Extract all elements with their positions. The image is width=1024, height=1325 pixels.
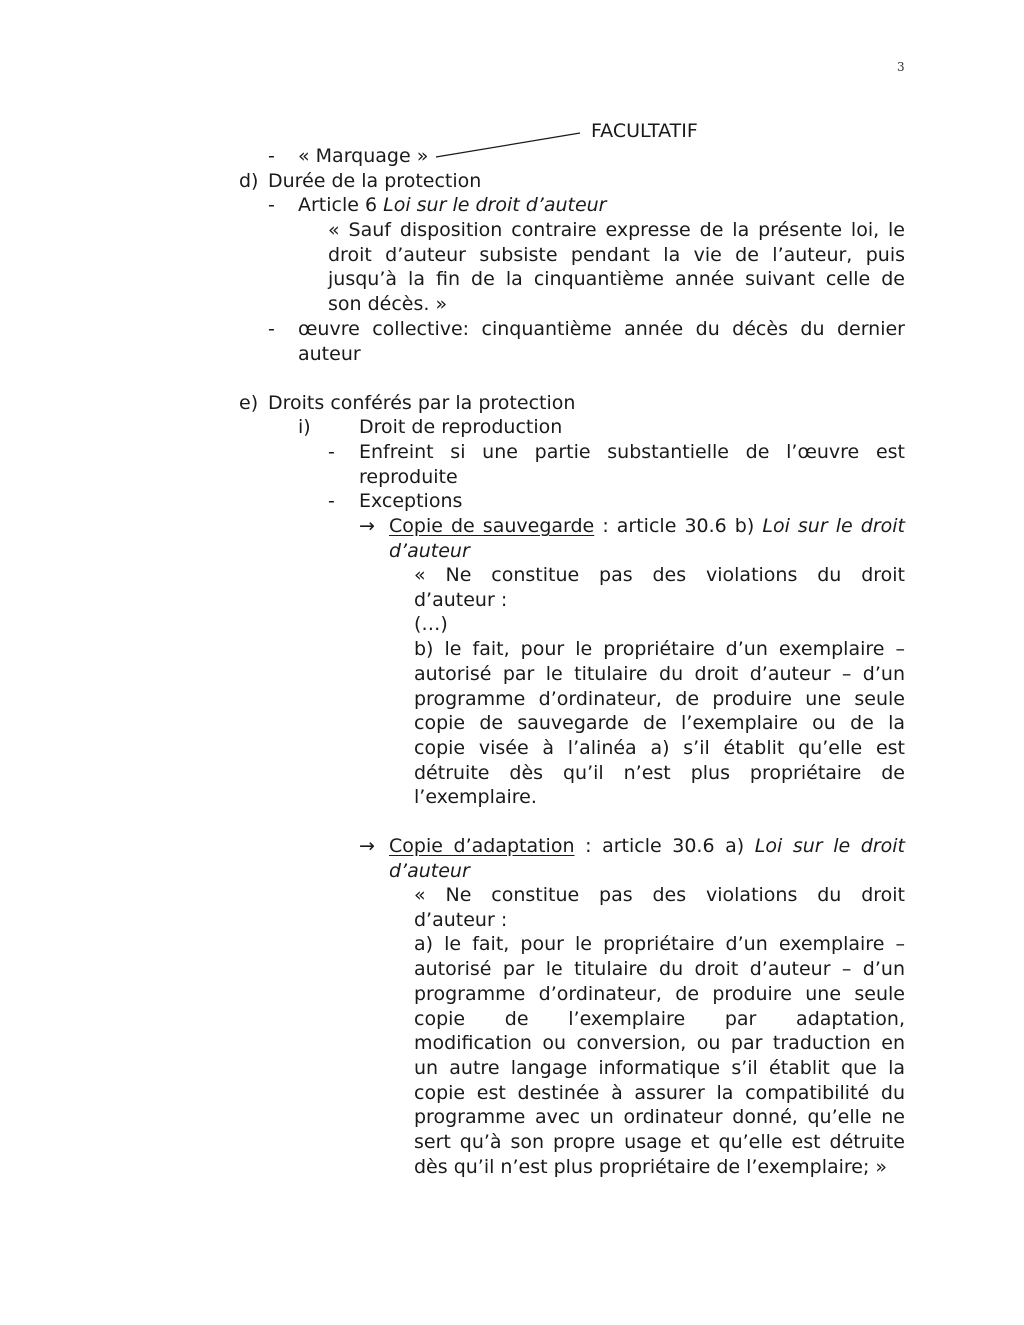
collective-line: auteur [298, 342, 361, 365]
law-title: Loi sur le droit d’auteur [383, 194, 607, 216]
quote-line: détruite dès qu’il n’est plus propriétaire de [414, 761, 905, 784]
law-title: Loi sur le droit [754, 835, 905, 857]
dash-marker: - [268, 318, 275, 340]
law-title: Loi sur le droit [762, 515, 905, 537]
adaptation-copy-quote [414, 883, 905, 1179]
dash-marker: - [328, 441, 335, 463]
adaptation-article-ref: : article 30.6 a) [574, 835, 755, 857]
quote-line: programme avec un ordinateur donné, qu’elle ne [414, 1106, 905, 1129]
section-e-title: Droits conférés par la protection [268, 392, 576, 414]
subsection-i-marker: i) [298, 416, 311, 438]
adaptation-heading-line [389, 859, 905, 884]
exceptions-heading: Exceptions [359, 490, 463, 512]
section-e-marker: e) [239, 392, 259, 414]
quote-line: a) le fait, pour le propriétaire d’un exemplaire – [414, 933, 905, 956]
quote-line: droit d’auteur subsiste pendant la vie de l’auteur, puis [328, 243, 905, 266]
quote-line: son décès. » [328, 293, 448, 316]
infringement-line: Enfreint si une partie substantielle de l’œuvre est [359, 441, 905, 463]
article-6-quote [328, 218, 905, 317]
dash-marker: - [328, 490, 335, 512]
infringement-text [359, 440, 905, 489]
law-title: d’auteur [389, 539, 470, 562]
subsection-i-title: Droit de reproduction [359, 416, 563, 438]
page-number: 3 [897, 60, 905, 74]
quote-line: un autre langage informatique s’il établit que la [414, 1056, 905, 1079]
section-d-marker: d) [239, 170, 259, 192]
quote-line: modification ou conversion, ou par traduction en [414, 1032, 905, 1055]
arrow-icon: → [359, 835, 375, 857]
backup-heading-line [389, 514, 905, 539]
section-d-title: Durée de la protection [268, 170, 482, 192]
quote-line: copie est destinée à assurer la compatibilité du [414, 1081, 905, 1104]
quote-line: autorisé par le titulaire du droit d’auteur – d’un [414, 958, 905, 981]
backup-copy-quote [414, 563, 905, 810]
collective-line: œuvre collective: cinquantième année du décès du dernier [298, 318, 905, 340]
quote-line: d’auteur : [414, 588, 508, 611]
callout-label: FACULTATIF [591, 120, 698, 142]
article-6-reference [298, 193, 607, 218]
quote-line: copie de l’exemplaire par adaptation, [414, 1007, 905, 1030]
adaptation-copy-title: Copie d’adaptation [389, 835, 575, 857]
infringement-line: reproduite [359, 465, 458, 488]
quote-line: programme d’ordinateur, de produire une seule [414, 982, 905, 1005]
quote-line: « Ne constitue pas des violations du droit [414, 884, 905, 906]
quote-line: jusqu’à la fin de la cinquantième année suivant celle de [328, 268, 905, 291]
backup-heading-line [389, 539, 905, 564]
dash-marker: - [268, 194, 275, 216]
quote-line: dès qu’il n’est plus propriétaire de l’exemplaire; » [414, 1155, 888, 1178]
article-prefix: Article 6 [298, 194, 384, 216]
quote-line: l’exemplaire. [414, 786, 537, 809]
quote-line: d’auteur : [414, 908, 508, 931]
quote-line: programme d’ordinateur, de produire une seule [414, 687, 905, 710]
quote-line: « Ne constitue pas des violations du droit [414, 564, 905, 586]
quote-line: b) le fait, pour le propriétaire d’un exemplaire – [414, 638, 905, 661]
arrow-icon: → [359, 515, 375, 537]
adaptation-copy-heading [389, 834, 905, 883]
quote-line: copie de sauvegarde de l’exemplaire ou de la [414, 712, 905, 735]
backup-copy-title: Copie de sauvegarde [389, 515, 595, 537]
quote-line: sert qu’à son propre usage et qu’elle est détruite [414, 1131, 905, 1154]
adaptation-heading-line [389, 834, 905, 859]
quote-line: (…) [414, 613, 448, 636]
quote-line: copie visée à l’alinéa a) s’il établit qu’elle est [414, 736, 905, 759]
backup-article-ref: : article 30.6 b) [594, 515, 763, 537]
marking-item: « Marquage » [298, 145, 429, 167]
quote-line: « Sauf disposition contraire expresse de la présente loi, le [328, 219, 905, 241]
law-title: d’auteur [389, 859, 470, 882]
backup-copy-heading [389, 514, 905, 563]
collective-work [298, 317, 905, 366]
dash-marker: - [268, 145, 275, 167]
quote-line: autorisé par le titulaire du droit d’auteur – d’un [414, 662, 905, 685]
